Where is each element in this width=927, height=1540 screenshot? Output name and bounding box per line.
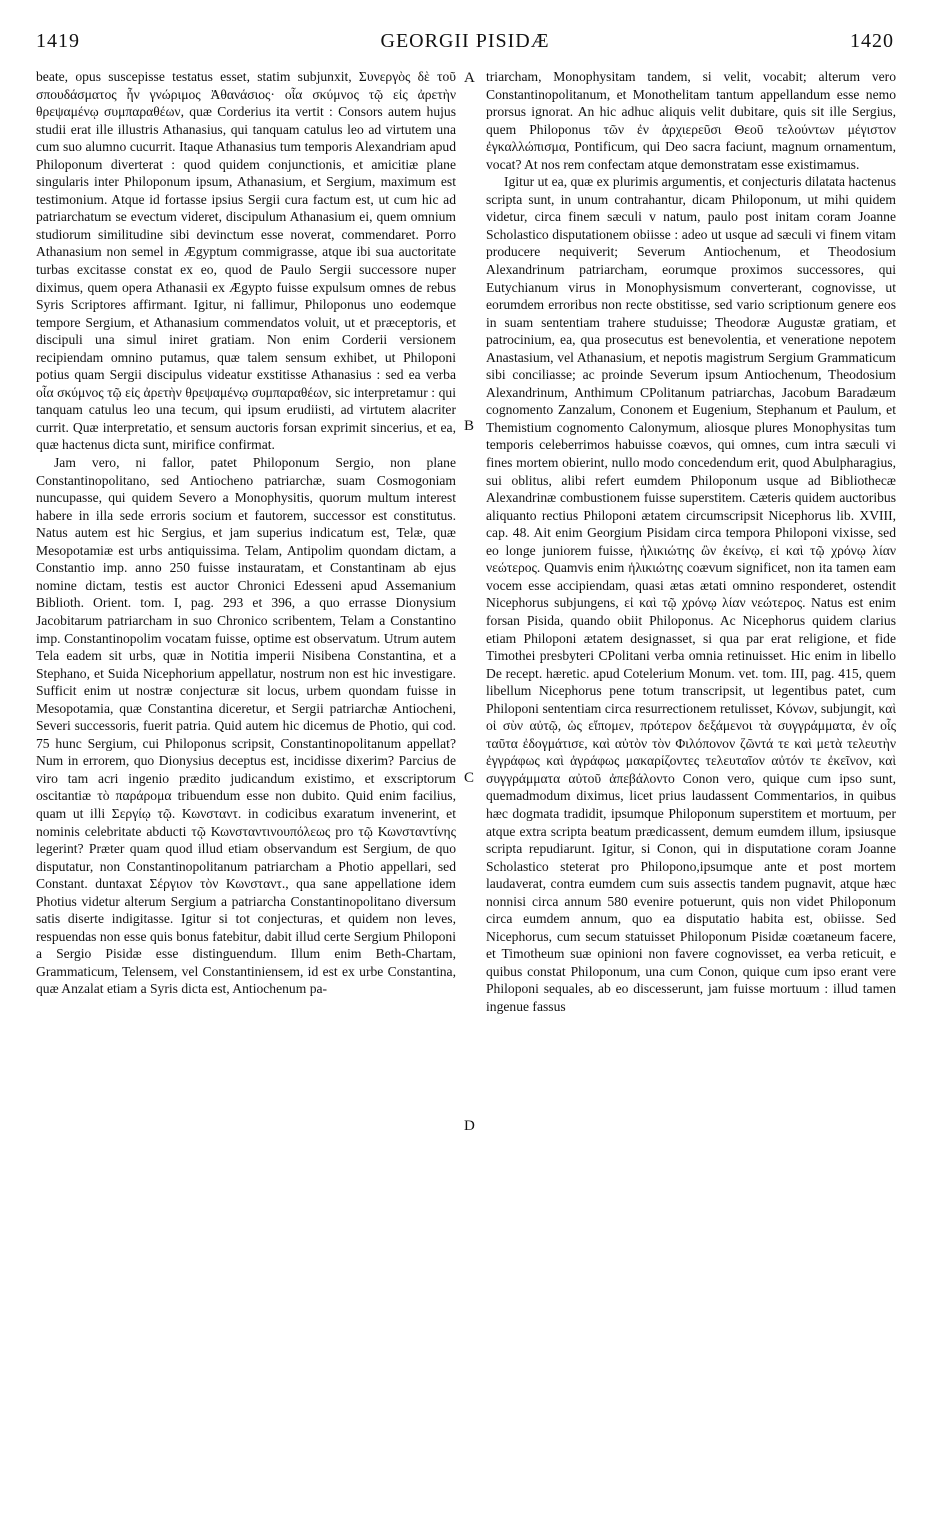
page-number-right: 1420 <box>850 30 894 52</box>
left-paragraph-2: Jam vero, ni fallor, patet Philoponum Sergio, non plane Constantinopolitano, sed Antiocheno patriarchæ, suam Cosmogoniam nuncupasse, qui quidem Severo a Monophysitis, quorum multum interest habere in illa sede erroris socium et fautorem, successor est constitutus. Natus autem est hic Sergius, et jam superius indicatum est, Telæ, quæ Mesopotamiæ est urbs antiquissima. Telam, Antipolim quondam dictam, a Constantio imp. anno 250 fuisse instauratam, et Constantinam ab ejus nomine dictam, testis est auctor Chronici Edesseni apud Assemanium Biblioth. Orient. tom. I, pag. 293 et 396, a quo errasse Dionysium Jacobitarum patriarcham in suo Chronico scribentem, Telam a Constantino imp. Constantinopolim vocatam fuisse, optime est observatum. Utrum autem Tela eadem sit urbs, quæ in Notitia imperii Nisibena Constantina, et a Stephano, et Suida Nicephorium appellatur, nostrum non est hic investigare. Sufficit enim ut nostræ conjecturæ sit locus, urbem quondam fuisse in Mesopotamia, quæ Constantina diceretur, et Sergii patriarchæ Antiocheni, Severi successoris, fuerit patria. Quid autem hic dicemus de Photio, qui cod. 75 hunc Sergium, cui Philoponus scripsit, Constantinopolitanum appellat? Num in errorem, quo Dionysius deceptus est, incidisse dixerim? Parcius de viro tam acri ingenio prædito judicandum existimo, et exscriptorum oscitantiæ τὸ παράρομα tribuendum esse non dubito. Quid enim facilius, quam ut illi Σεργίῳ τῷ. Κωνσταντ. in codicibus exaratum invenerint, et nominis celebritate abducti τῷ Κωνσταντινουπόλεως pro τῷ Κωνσταντίνης legerint? Præter quam quod illud etiam observandum est Sergium, de quo disputatur, non Constantinopolitanum patriarcham a Photio appellari, sed Constant. duntaxat Σέργιον τὸν Κωνσταντ., qua sane appellatione idem Photius videtur alterum Sergium a patriarcha Constantinopolitano diversum satis diserte indigitasse. Igitur si tot conjecturas, et quidem non leves, respuendas non esse quis bonus fatebitur, dabit illud certe Sergium Philoponi a Sergio Pisidæ esse distinguendum. Illum enim Beth-Chartam, Grammaticum, Telensem, vel Constantiniensem, id est ex urbe Constantina, quæ Anzalat etiam a Syris dicta est, Antiochenum pa- <box>36 455 456 997</box>
margin-letter-d: D <box>464 1118 475 1134</box>
margin-letter-b: B <box>464 418 475 434</box>
right-paragraph-1: triarcham, Monophysitam tandem, si velit, vocabit; alterum vero Constantinopolitanum, et Monothelitam tantum appellandum esse nemo prorsus ignorat. An hic adhuc aliquis velit dubitare, quis sit ille Sergius, quem Philoponus τῶν ἐν ἀρχιερεῦσι Θεοῦ τελούντων μέγιστον ἐγκαλλώπισμα, Pontificum, qui Deo sacra faciunt, magnum ornamentum, vocat? At nos rem confectam atque demonstratam esse existimamus. <box>486 69 896 172</box>
margin-letter-a: A <box>464 70 475 86</box>
left-paragraph-1: beate, opus suscepisse testatus esset, statim subjunxit, Συνεργὸς δὲ τοῦ σπουδάσματος ἦν γνώριμος Ἀθανάσιος· οἷα σκύμνος τῷ εἰς ἀρετὴν θρεψαμένῳ συμπαραθέων, quæ Corderius ita vertit : Consors autem hujus studii erat ille illustris Athanasius, qui tanquam catulus leo ad virtutem una cum suo alumno cucurrit. Itaque Athanasius tum temporis Alexandriam apud Philoponum diverterat : quod quidem conjunctionis, et amicitiæ plane singularis inter Philoponum ipsum, Athanasium, et Sergium, maximum est testimonium. Atque id fortasse ipsius Sergii cura factum est, ut cum hic ad patriarchatum se evectum videret, discipulum Athanasium ei, quem omnium studiorum similitudine sibi devinctum esse noverat, commendaret. Porro Athanasium non semel in Ægyptum commigrasse, atque ibi sua auctoritate turbas excitasse constat ex eo, quod de Paulo Sergii successore nuper diximus, quem opera Athanasii ex Ægypto fuisse expulsum omnes de rebus Syris Scriptores affirmant. Igitur, ni fallimur, Philoponus uno eodemque tempore Sergium, et Athanasium commendatos voluit, ut et præceptoris, et discipuli una simul iniret gratiam. Non enim Corderii versionem recipiendam omnino putamus, quæ talem sensum exhibet, ut Philoponi potius quam Sergii discipulus videatur exstitisse Athanasius : sed ea verba οἷα σκύμνος τῷ εἰς ἀρετὴν θρεψαμένῳ συμπαραθέων, sic interpretamur : qui tanquam catulus leo una tecum, qui ipsum erudiisti, ad virtutem alacriter currit. Quæ interpretatio, et sensum auctoris forsan exprimit sincerius, et ea, quæ hactenus dicta sunt, mirifice confirmat. <box>36 69 456 453</box>
right-paragraph-2: Igitur ut ea, quæ ex plurimis argumentis, et conjecturis dilatata hactenus scripta sunt, in unum contrahantur, dicam Philoponum, ut mihi quidem videtur, circa finem sæculi v natum, paulo post initam coram Joanne Scholastico disputationem obiisse : adeo ut usque ad sæculi vi finem vitam producere nequiverit; Severum Antiochenum, et Theodosium Alexandrinum patriarcham, eorumque proximos successores, qui Eutychianum virus in Monophysismum converterant, cognovisse, ut eorumdem erroribus non recte obstitisse, sed vario scriptionum genere eos in suam sententiam trahere studuisse; Theodoræ Augustæ gratiam, et patrocinium, ea, qua prosecutus est benevolentia, et veneratione nepotem Anastasium, vel Athanasium, et nepotis magistrum Sergium Grammaticum sibi conciliasse; ac proinde Severum ipsum Antiochenum, Theodosium Alexandrinum, Anthimum CPolitanum patriarchas, Jacobum Baradæum cognomento Zanzalum, Cononem et Eugenium, Stephanum et Paulum, et Themistium cognomento Calonymum, aliosque plures Monophysitas tum temporis celeberrimos habuisse coævos, qui omnes, cum intra sæculi vi fines mortem obierint, nullo modo concedendum erit, quod Abulpharagius, sui oblitus, alibi refert eumdem Philoponum usque ad Bibliothecæ Alexandrinæ combustionem fuisse superstitem. Cæteris quidem auctoribus aliquanto rectius Philoponi ætatem circumscripsit Nicephorus lib. XVIII, cap. 48. Ait enim Georgium Pisidam circa tempora Philoponi vixisse, sed eo longe juniorem fuisse, ἡλικιώτης ὢν ἐκείνῳ, εἰ καὶ τῷ χρόνῳ λίαν νεώτερος. Quamvis enim ἡλικιώτης coævum significet, non ita tamen eam vocem esse accipiendam, quasi ætas ætati omnino responderet, ostendit Nicephorus subjungens, εἰ καὶ τῷ χρόνῳ λίαν νεώτερος. Natus est enim forsan Pisida, quando obiit Philoponus. Ac Nicephorus quidem clarius etiam Philoponi ætatem designasset, si qua par erat religione, et fide Timothei presbyteri CPolitani verba omnia retinuisset. Hic enim in libello De recept. hæretic. apud Cotelerium Monum. vet. tom. III, pag. 415, quem libellum Nicephorus pene totum transcripsit, ut legentibus patet, cum Philoponi sententiam circa resurrectionem retulisset, Κόνων, subjungit, καὶ οἱ σὺν αὐτῷ, ὡς εἴπομεν, πρότερον δεξάμενοι τὰ συγγράμματα, ἐν οἷς ταῦτα ἐδογμάτισε, καὶ αὐτὸν τὸν Φιλόπονον ζῶντά τε καὶ μετὰ τελευτὴν ἐγγράφως καὶ ἀγράφως μακαρίζοντες τελευταῖον αὐτόν τε ἐκεῖνον, καὶ συγγράμματα αὐτοῦ ἀπεβάλοντο Conon vero, quique cum ipso sunt, quemadmodum diximus, licet prius laudassent Commentarios, in quibus hæc dogmata tradidit, ipsumque Philoponum superstitem et mortuum, per atque extra scripta beatum prædicassent, demum eumdem illum, ipsiusque scripta repudiarunt. Igitur, si Conon, qui in disputatione coram Joanne Scholastico steterat pro Philopono,ipsumque ante et post mortem laudaverat, contra eumdem cum suis assectis tandem pugnavit, atque hæc nonnisi circa annum 580 evenire potuerunt, quis non videt Philoponum circa eumdem annum, quo ea disputatio habita est, obiisse. Sed Nicephorus, cum secum statuisset Philoponum Pisidæ coætaneum facere, et Timotheum suæ opinioni non favere cognovisset, ea verba reticuit, e quibus constat Philoponum, una cum Conon, quique cum ipso erant vere Philoponi sequales, ab eo discesserunt, jam fuisse mortuum : illud tamen ingenue fassus <box>486 174 896 1014</box>
margin-letter-c: C <box>464 770 475 786</box>
left-column <box>36 68 456 1538</box>
right-column <box>486 68 896 1538</box>
running-header <box>36 30 894 56</box>
page-number-left: 1419 <box>36 30 80 52</box>
running-title: GEORGII PISIDÆ <box>380 30 550 52</box>
